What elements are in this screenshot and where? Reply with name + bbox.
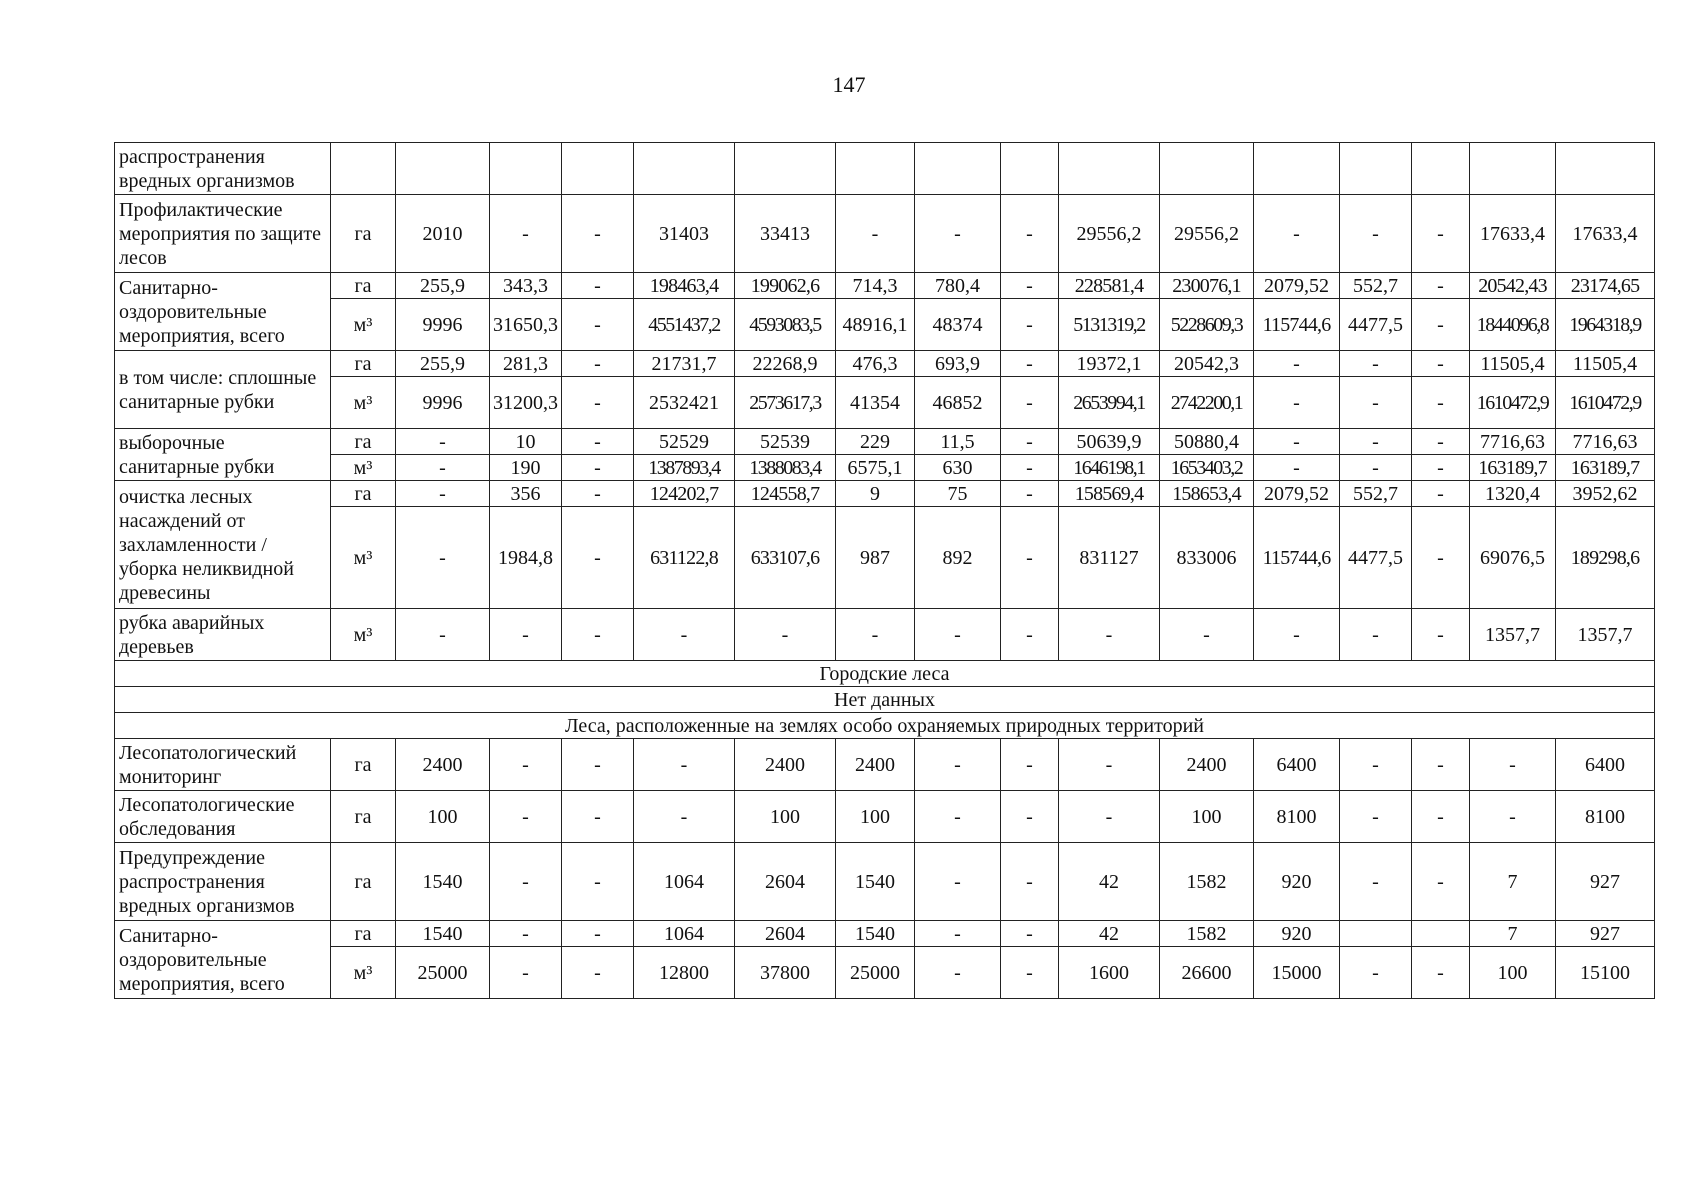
table-row bbox=[115, 351, 1655, 377]
value-cell: - bbox=[562, 609, 634, 661]
value-cell: - bbox=[1470, 739, 1556, 791]
value-cell: 230076,1 bbox=[1160, 273, 1254, 299]
row-label: распространения вредных организмов bbox=[115, 143, 331, 195]
unit-cell: га bbox=[331, 351, 396, 377]
value-cell: 12800 bbox=[634, 947, 735, 999]
value-cell: - bbox=[1001, 195, 1059, 273]
unit-cell: м³ bbox=[331, 947, 396, 999]
value-cell: 17633,4 bbox=[1556, 195, 1655, 273]
value-cell: - bbox=[1001, 507, 1059, 609]
value-cell: - bbox=[1001, 273, 1059, 299]
value-cell: 21731,7 bbox=[634, 351, 735, 377]
unit-cell: м³ bbox=[331, 455, 396, 481]
value-cell: - bbox=[1412, 429, 1470, 455]
value-cell: 50880,4 bbox=[1160, 429, 1254, 455]
value-cell: 7716,63 bbox=[1470, 429, 1556, 455]
table-row bbox=[115, 739, 1655, 791]
value-cell: - bbox=[1412, 739, 1470, 791]
unit-cell: м³ bbox=[331, 609, 396, 661]
value-cell: - bbox=[1160, 609, 1254, 661]
row-label: выборочные санитарные рубки bbox=[115, 429, 331, 481]
value-cell: 11505,4 bbox=[1556, 351, 1655, 377]
empty-cell bbox=[735, 143, 836, 195]
value-cell: 11,5 bbox=[915, 429, 1001, 455]
value-cell: 199062,6 bbox=[735, 273, 836, 299]
value-cell: 115744,6 bbox=[1254, 299, 1340, 351]
value-cell: - bbox=[1001, 609, 1059, 661]
value-cell: - bbox=[735, 609, 836, 661]
value-cell: 3952,62 bbox=[1556, 481, 1655, 507]
value-cell: 1964318,9 bbox=[1556, 299, 1655, 351]
value-cell: - bbox=[1001, 481, 1059, 507]
empty-cell bbox=[490, 143, 562, 195]
value-cell: - bbox=[1001, 947, 1059, 999]
value-cell: 6400 bbox=[1556, 739, 1655, 791]
unit-cell: м³ bbox=[331, 299, 396, 351]
value-cell: - bbox=[836, 195, 915, 273]
value-cell: 693,9 bbox=[915, 351, 1001, 377]
table-row bbox=[115, 947, 1655, 999]
value-cell: - bbox=[396, 481, 490, 507]
value-cell: 52529 bbox=[634, 429, 735, 455]
value-cell: 26600 bbox=[1160, 947, 1254, 999]
value-cell: 1064 bbox=[634, 921, 735, 947]
value-cell: 2400 bbox=[396, 739, 490, 791]
value-cell: 1600 bbox=[1059, 947, 1160, 999]
value-cell: 927 bbox=[1556, 921, 1655, 947]
value-cell: 2604 bbox=[735, 921, 836, 947]
table-row bbox=[115, 921, 1655, 947]
value-cell: - bbox=[1412, 481, 1470, 507]
value-cell: - bbox=[1412, 791, 1470, 843]
value-cell: 987 bbox=[836, 507, 915, 609]
value-cell: - bbox=[1001, 377, 1059, 429]
value-cell: - bbox=[562, 481, 634, 507]
value-cell: 20542,43 bbox=[1470, 273, 1556, 299]
table-row bbox=[115, 843, 1655, 921]
value-cell: 31403 bbox=[634, 195, 735, 273]
unit-cell: га bbox=[331, 273, 396, 299]
table-row bbox=[115, 661, 1655, 687]
table-row bbox=[115, 143, 1655, 195]
value-cell: - bbox=[1340, 739, 1412, 791]
value-cell: 6575,1 bbox=[836, 455, 915, 481]
value-cell: - bbox=[915, 947, 1001, 999]
value-cell: - bbox=[490, 609, 562, 661]
value-cell: - bbox=[915, 921, 1001, 947]
value-cell: - bbox=[490, 195, 562, 273]
empty-cell bbox=[1340, 143, 1412, 195]
value-cell: - bbox=[1254, 195, 1340, 273]
value-cell: - bbox=[396, 429, 490, 455]
value-cell: 163189,7 bbox=[1470, 455, 1556, 481]
value-cell: 633107,6 bbox=[735, 507, 836, 609]
value-cell: - bbox=[562, 195, 634, 273]
value-cell: 4551437,2 bbox=[634, 299, 735, 351]
value-cell: 31650,3 bbox=[490, 299, 562, 351]
value-cell: - bbox=[562, 429, 634, 455]
value-cell: - bbox=[1254, 377, 1340, 429]
value-cell: 831127 bbox=[1059, 507, 1160, 609]
value-cell: - bbox=[562, 377, 634, 429]
unit-cell: га bbox=[331, 921, 396, 947]
row-label: очистка лесных насаждений от захламленности / уборка неликвидной древесины bbox=[115, 481, 331, 609]
value-cell: 9996 bbox=[396, 377, 490, 429]
value-cell: 115744,6 bbox=[1254, 507, 1340, 609]
value-cell: 892 bbox=[915, 507, 1001, 609]
value-cell: 343,3 bbox=[490, 273, 562, 299]
table-row bbox=[115, 507, 1655, 609]
value-cell: - bbox=[1340, 609, 1412, 661]
value-cell: 476,3 bbox=[836, 351, 915, 377]
value-cell: - bbox=[1001, 351, 1059, 377]
value-cell: - bbox=[1340, 429, 1412, 455]
value-cell: - bbox=[634, 739, 735, 791]
value-cell: 5228609,3 bbox=[1160, 299, 1254, 351]
value-cell bbox=[1412, 921, 1470, 947]
value-cell: - bbox=[1412, 947, 1470, 999]
empty-cell bbox=[562, 143, 634, 195]
value-cell: 17633,4 bbox=[1470, 195, 1556, 273]
value-cell: 31200,3 bbox=[490, 377, 562, 429]
value-cell: 163189,7 bbox=[1556, 455, 1655, 481]
unit-cell: га bbox=[331, 429, 396, 455]
value-cell: 1610472,9 bbox=[1556, 377, 1655, 429]
value-cell: 48916,1 bbox=[836, 299, 915, 351]
value-cell: - bbox=[1412, 609, 1470, 661]
value-cell: - bbox=[1412, 377, 1470, 429]
value-cell: - bbox=[1001, 455, 1059, 481]
value-cell: 100 bbox=[1470, 947, 1556, 999]
row-label: Санитарно-оздоровительные мероприятия, всего bbox=[115, 273, 331, 351]
value-cell: 189298,6 bbox=[1556, 507, 1655, 609]
value-cell: - bbox=[1001, 739, 1059, 791]
value-cell: - bbox=[1412, 507, 1470, 609]
value-cell: 6400 bbox=[1254, 739, 1340, 791]
value-cell: 4593083,5 bbox=[735, 299, 836, 351]
value-cell: 780,4 bbox=[915, 273, 1001, 299]
empty-cell bbox=[1556, 143, 1655, 195]
value-cell: - bbox=[1340, 195, 1412, 273]
value-cell: 8100 bbox=[1556, 791, 1655, 843]
value-cell: 158653,4 bbox=[1160, 481, 1254, 507]
value-cell: 124558,7 bbox=[735, 481, 836, 507]
value-cell: - bbox=[1340, 791, 1412, 843]
value-cell: - bbox=[562, 739, 634, 791]
unit-cell: га bbox=[331, 791, 396, 843]
section-title-oopt: Леса, расположенные на землях особо охраняемых природных территорий bbox=[115, 713, 1655, 739]
value-cell: - bbox=[562, 273, 634, 299]
table-row bbox=[115, 299, 1655, 351]
value-cell: - bbox=[1254, 455, 1340, 481]
value-cell: 75 bbox=[915, 481, 1001, 507]
row-label: рубка аварийных деревьев bbox=[115, 609, 331, 661]
unit-cell: м³ bbox=[331, 507, 396, 609]
value-cell: 920 bbox=[1254, 921, 1340, 947]
value-cell: 33413 bbox=[735, 195, 836, 273]
value-cell: - bbox=[1001, 299, 1059, 351]
value-cell: 228581,4 bbox=[1059, 273, 1160, 299]
value-cell: 1540 bbox=[836, 921, 915, 947]
value-cell: 631122,8 bbox=[634, 507, 735, 609]
value-cell bbox=[1340, 921, 1412, 947]
value-cell: - bbox=[562, 843, 634, 921]
value-cell: - bbox=[1340, 947, 1412, 999]
value-cell: 2400 bbox=[735, 739, 836, 791]
value-cell: 2010 bbox=[396, 195, 490, 273]
value-cell: - bbox=[836, 609, 915, 661]
value-cell: 25000 bbox=[396, 947, 490, 999]
value-cell: - bbox=[1254, 351, 1340, 377]
value-cell: - bbox=[915, 609, 1001, 661]
value-cell: - bbox=[1001, 843, 1059, 921]
value-cell: 100 bbox=[836, 791, 915, 843]
empty-cell bbox=[836, 143, 915, 195]
value-cell: 198463,4 bbox=[634, 273, 735, 299]
value-cell: 100 bbox=[1160, 791, 1254, 843]
value-cell: 19372,1 bbox=[1059, 351, 1160, 377]
value-cell: 927 bbox=[1556, 843, 1655, 921]
value-cell: - bbox=[490, 791, 562, 843]
row-label: Профилактические мероприятия по защите лесов bbox=[115, 195, 331, 273]
value-cell: 50639,9 bbox=[1059, 429, 1160, 455]
value-cell: 1357,7 bbox=[1556, 609, 1655, 661]
value-cell: 2604 bbox=[735, 843, 836, 921]
value-cell: - bbox=[396, 609, 490, 661]
value-cell: - bbox=[562, 921, 634, 947]
row-label: Предупреждение распространения вредных организмов bbox=[115, 843, 331, 921]
value-cell: 8100 bbox=[1254, 791, 1340, 843]
value-cell: - bbox=[915, 195, 1001, 273]
value-cell: 7 bbox=[1470, 921, 1556, 947]
value-cell: 29556,2 bbox=[1059, 195, 1160, 273]
value-cell: 255,9 bbox=[396, 273, 490, 299]
value-cell: 714,3 bbox=[836, 273, 915, 299]
value-cell: 1387893,4 bbox=[634, 455, 735, 481]
value-cell: 356 bbox=[490, 481, 562, 507]
value-cell: 2742200,1 bbox=[1160, 377, 1254, 429]
value-cell: 1357,7 bbox=[1470, 609, 1556, 661]
value-cell: 1540 bbox=[396, 843, 490, 921]
value-cell: - bbox=[1470, 791, 1556, 843]
page-number: 147 bbox=[832, 72, 866, 97]
value-cell: - bbox=[1412, 351, 1470, 377]
value-cell: 1610472,9 bbox=[1470, 377, 1556, 429]
table-row bbox=[115, 791, 1655, 843]
table-row bbox=[115, 429, 1655, 455]
value-cell: 1646198,1 bbox=[1059, 455, 1160, 481]
forest-protection-table bbox=[114, 142, 1655, 999]
value-cell: 1582 bbox=[1160, 921, 1254, 947]
value-cell: 10 bbox=[490, 429, 562, 455]
value-cell: - bbox=[1340, 455, 1412, 481]
value-cell: - bbox=[490, 921, 562, 947]
value-cell: 9996 bbox=[396, 299, 490, 351]
empty-cell bbox=[396, 143, 490, 195]
empty-cell bbox=[634, 143, 735, 195]
row-label: Лесопатологический мониторинг bbox=[115, 739, 331, 791]
value-cell: - bbox=[915, 739, 1001, 791]
value-cell: 2573617,3 bbox=[735, 377, 836, 429]
value-cell: - bbox=[396, 507, 490, 609]
value-cell: 69076,5 bbox=[1470, 507, 1556, 609]
empty-cell bbox=[1470, 143, 1556, 195]
value-cell: 2653994,1 bbox=[1059, 377, 1160, 429]
value-cell: 1653403,2 bbox=[1160, 455, 1254, 481]
value-cell: 920 bbox=[1254, 843, 1340, 921]
value-cell: 229 bbox=[836, 429, 915, 455]
empty-cell bbox=[915, 143, 1001, 195]
value-cell: 52539 bbox=[735, 429, 836, 455]
value-cell: 42 bbox=[1059, 843, 1160, 921]
table-row bbox=[115, 377, 1655, 429]
value-cell: 1984,8 bbox=[490, 507, 562, 609]
value-cell: 552,7 bbox=[1340, 481, 1412, 507]
unit-cell: га bbox=[331, 739, 396, 791]
value-cell: - bbox=[1412, 273, 1470, 299]
value-cell: 1582 bbox=[1160, 843, 1254, 921]
value-cell: 42 bbox=[1059, 921, 1160, 947]
value-cell: - bbox=[562, 507, 634, 609]
value-cell: - bbox=[1059, 609, 1160, 661]
value-cell: 22268,9 bbox=[735, 351, 836, 377]
value-cell: 5131319,2 bbox=[1059, 299, 1160, 351]
value-cell: 7 bbox=[1470, 843, 1556, 921]
table-row bbox=[115, 455, 1655, 481]
value-cell: 25000 bbox=[836, 947, 915, 999]
value-cell: 100 bbox=[735, 791, 836, 843]
value-cell: 11505,4 bbox=[1470, 351, 1556, 377]
value-cell: 29556,2 bbox=[1160, 195, 1254, 273]
section-no-data: Нет данных bbox=[115, 687, 1655, 713]
value-cell: - bbox=[1340, 843, 1412, 921]
value-cell: 23174,65 bbox=[1556, 273, 1655, 299]
value-cell: - bbox=[1340, 377, 1412, 429]
value-cell: - bbox=[1254, 609, 1340, 661]
table-row bbox=[115, 481, 1655, 507]
row-label: в том числе: сплошные санитарные рубки bbox=[115, 351, 331, 429]
table-row bbox=[115, 609, 1655, 661]
value-cell: 1844096,8 bbox=[1470, 299, 1556, 351]
unit-cell: га bbox=[331, 195, 396, 273]
value-cell: 100 bbox=[396, 791, 490, 843]
value-cell: - bbox=[1059, 791, 1160, 843]
unit-cell: га bbox=[331, 481, 396, 507]
value-cell: - bbox=[634, 609, 735, 661]
value-cell: 552,7 bbox=[1340, 273, 1412, 299]
value-cell: - bbox=[490, 947, 562, 999]
value-cell: 158569,4 bbox=[1059, 481, 1160, 507]
value-cell: - bbox=[562, 455, 634, 481]
table-row bbox=[115, 713, 1655, 739]
value-cell: - bbox=[634, 791, 735, 843]
section-title-gorodskie: Городские леса bbox=[115, 661, 1655, 687]
empty-cell bbox=[1001, 143, 1059, 195]
value-cell: - bbox=[562, 351, 634, 377]
value-cell: 190 bbox=[490, 455, 562, 481]
unit-cell: м³ bbox=[331, 377, 396, 429]
value-cell: 833006 bbox=[1160, 507, 1254, 609]
value-cell: 2400 bbox=[1160, 739, 1254, 791]
row-label: Лесопатологические обследования bbox=[115, 791, 331, 843]
value-cell: 1320,4 bbox=[1470, 481, 1556, 507]
empty-cell bbox=[331, 143, 396, 195]
value-cell: 9 bbox=[836, 481, 915, 507]
value-cell: - bbox=[1059, 739, 1160, 791]
value-cell: 20542,3 bbox=[1160, 351, 1254, 377]
value-cell: - bbox=[1412, 299, 1470, 351]
value-cell: - bbox=[396, 455, 490, 481]
value-cell: 15100 bbox=[1556, 947, 1655, 999]
value-cell: - bbox=[915, 791, 1001, 843]
value-cell: - bbox=[1001, 791, 1059, 843]
value-cell: 1064 bbox=[634, 843, 735, 921]
value-cell: 46852 bbox=[915, 377, 1001, 429]
value-cell: - bbox=[562, 791, 634, 843]
value-cell: - bbox=[1412, 195, 1470, 273]
value-cell: - bbox=[1340, 351, 1412, 377]
value-cell: 630 bbox=[915, 455, 1001, 481]
value-cell: 7716,63 bbox=[1556, 429, 1655, 455]
value-cell: 124202,7 bbox=[634, 481, 735, 507]
table-row bbox=[115, 273, 1655, 299]
value-cell: 281,3 bbox=[490, 351, 562, 377]
value-cell: - bbox=[562, 947, 634, 999]
empty-cell bbox=[1160, 143, 1254, 195]
value-cell: - bbox=[562, 299, 634, 351]
value-cell: 2400 bbox=[836, 739, 915, 791]
value-cell: 48374 bbox=[915, 299, 1001, 351]
table-row bbox=[115, 687, 1655, 713]
value-cell: - bbox=[915, 843, 1001, 921]
value-cell: - bbox=[1254, 429, 1340, 455]
value-cell: 37800 bbox=[735, 947, 836, 999]
value-cell: 41354 bbox=[836, 377, 915, 429]
value-cell: 2079,52 bbox=[1254, 273, 1340, 299]
value-cell: 4477,5 bbox=[1340, 299, 1412, 351]
value-cell: 1540 bbox=[396, 921, 490, 947]
value-cell: - bbox=[1001, 429, 1059, 455]
value-cell: - bbox=[1412, 455, 1470, 481]
value-cell: - bbox=[1001, 921, 1059, 947]
table-row bbox=[115, 195, 1655, 273]
value-cell: 4477,5 bbox=[1340, 507, 1412, 609]
row-label: Санитарно-оздоровительные мероприятия, всего bbox=[115, 921, 331, 999]
value-cell: 1540 bbox=[836, 843, 915, 921]
value-cell: 2532421 bbox=[634, 377, 735, 429]
value-cell: - bbox=[490, 739, 562, 791]
value-cell: - bbox=[490, 843, 562, 921]
value-cell: 2079,52 bbox=[1254, 481, 1340, 507]
empty-cell bbox=[1412, 143, 1470, 195]
value-cell: - bbox=[1412, 843, 1470, 921]
value-cell: 255,9 bbox=[396, 351, 490, 377]
empty-cell bbox=[1059, 143, 1160, 195]
value-cell: 15000 bbox=[1254, 947, 1340, 999]
empty-cell bbox=[1254, 143, 1340, 195]
value-cell: 1388083,4 bbox=[735, 455, 836, 481]
unit-cell: га bbox=[331, 843, 396, 921]
